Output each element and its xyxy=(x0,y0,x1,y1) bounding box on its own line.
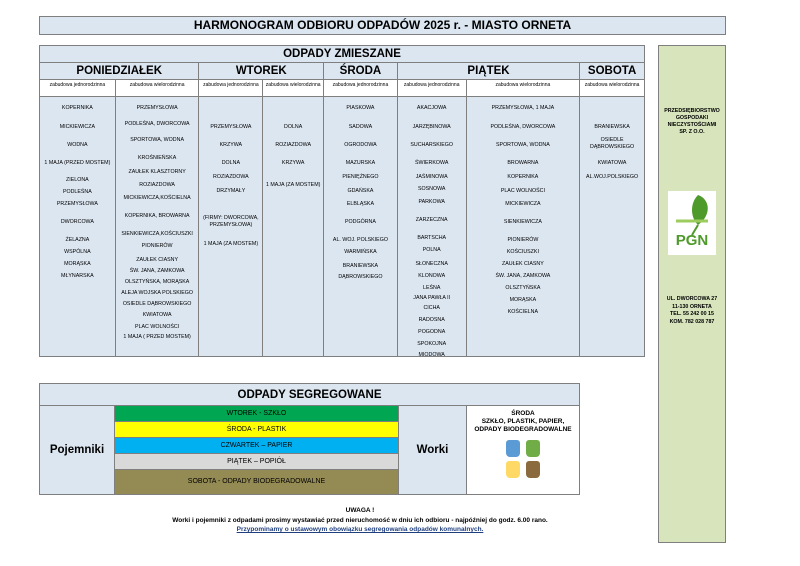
street-name: PODGÓRNA xyxy=(344,219,376,225)
street-name: AL. WOJ. POLSKIEGO xyxy=(332,237,388,243)
notice xyxy=(100,506,620,535)
street-name: OLSZTYŃSKA xyxy=(505,285,541,291)
segregated-header: ODPADY SEGREGOWANE xyxy=(40,384,579,406)
street-columns xyxy=(40,97,644,356)
band-paper: CZWARTEK – PAPIER xyxy=(115,438,398,454)
street-name: ZAUŁEK CIASNY xyxy=(501,261,544,267)
street-name: POGODNA xyxy=(418,329,446,335)
street-name: ELBLĄSKA xyxy=(346,201,374,207)
street-name: AL.WOJ.POLSKIEGO xyxy=(586,174,639,180)
street-name: POLNA xyxy=(422,247,441,253)
segregated-waste-table xyxy=(39,383,580,495)
street-name: PRZEMYSŁOWA, 1 MAJA xyxy=(491,105,555,111)
logo-text: PGN xyxy=(675,232,709,249)
street-name: DĄBROWSKIEGO xyxy=(338,274,383,280)
street-name: PIASKOWA xyxy=(346,105,375,111)
street-name: ROZIAZDOWA xyxy=(275,142,312,148)
street-name: OGRODOWA xyxy=(344,142,377,148)
day-monday: PONIEDZIAŁEK xyxy=(40,63,199,79)
street-name: PIENIĘŻNEGO xyxy=(342,174,379,180)
street-name: SIENKIEWICZA xyxy=(503,219,542,225)
street-name: KWIATOWA xyxy=(142,312,172,318)
street-name: SOSNOWA xyxy=(417,186,446,192)
street-name: MICKIEWICZA xyxy=(59,124,96,130)
container-schedule xyxy=(115,406,399,494)
street-column xyxy=(467,97,581,356)
street-name: 1 MAJA (ZA MOSTEM) xyxy=(203,241,259,247)
street-name: ŻELAZNA xyxy=(65,237,90,243)
brown-bag-icon xyxy=(526,461,540,478)
street-column xyxy=(199,97,263,356)
street-name: PLAC WOLNOŚCI xyxy=(135,324,180,330)
street-name: OSIEDLE DĄBROWSKIEGO xyxy=(590,137,635,150)
street-name: 1 MAJA ( PRZED MOSTEM) xyxy=(123,334,191,340)
street-name: KOPERNIKA xyxy=(507,174,539,180)
street-name: (FIRMY: DWORCOWA, PRZEMYSŁOWA) xyxy=(203,215,259,228)
street-name: BRANIEWSKA xyxy=(342,263,379,269)
street-name: PRZEMYSŁOWA xyxy=(56,201,98,207)
street-name: ZARZECZNA xyxy=(415,217,448,223)
street-name: WODNA xyxy=(67,142,88,148)
company-name-line: SP. Z O.O. xyxy=(679,129,705,135)
street-name: DRZYMAŁY xyxy=(216,188,246,194)
street-name: BRANIEWSKA xyxy=(594,124,630,130)
street-name: GDAŃSKA xyxy=(347,188,374,194)
street-name: ZAUŁEK KLASZTORNY xyxy=(128,169,186,175)
subheader: zabudowa jednorodzinna xyxy=(40,80,116,96)
street-name: PIONIERÓW xyxy=(141,243,173,249)
street-name: BROWARNA xyxy=(507,160,539,166)
blue-bag-icon xyxy=(506,440,520,457)
street-name: SIENKIEWICZA,KOŚCIUSZKI xyxy=(121,231,193,237)
street-name: KOŚCIUSZKI xyxy=(506,249,539,255)
mobile-line: KOM. 782 028 787 xyxy=(669,318,715,325)
street-name: DWORCOWA xyxy=(60,219,94,225)
notice-line: Worki i pojemniki z odpadami prosimy wystawiać przed nieruchomość w dniu ich odbioru - najpóźniej do godz. 6.00 rano. xyxy=(172,516,548,524)
street-column xyxy=(398,97,467,356)
street-name: OLSZTYŃSKA, MORĄSKA xyxy=(124,279,190,285)
street-name: WARMIŃSKA xyxy=(344,249,377,255)
day-saturday: SOBOTA xyxy=(587,65,637,77)
street-name: KWIATOWA xyxy=(597,160,627,166)
band-ash: PIĄTEK – POPIÓŁ xyxy=(115,454,398,470)
page-title: HARMONOGRAM ODBIORU ODPADÓW 2025 r. - MIASTO ORNETA xyxy=(39,16,726,35)
housing-type-row xyxy=(40,80,644,97)
street-name: PODLEŚNA xyxy=(62,189,92,195)
street-name: ŚW. JANA, ZAMKOWA xyxy=(495,273,551,279)
street-name: DOLNA xyxy=(221,160,240,166)
day-wednesday: ŚRODA xyxy=(324,63,398,79)
street-name: RADOSNA xyxy=(418,317,445,323)
street-name: KOŚCIELNA xyxy=(507,309,539,315)
company-logo xyxy=(668,191,716,255)
band-plastic: ŚRODA - PLASTIK xyxy=(115,422,398,438)
street-name: PODLEŚNA, DWORCOWA xyxy=(490,124,556,130)
street-name: KRZYWA xyxy=(219,142,243,148)
street-name: ŚWIERKOWA xyxy=(415,160,449,166)
street-name: KLONOWA xyxy=(418,273,446,279)
street-column xyxy=(40,97,116,356)
street-name: ROZIAZDOWA xyxy=(139,182,175,188)
bags-schedule xyxy=(467,406,579,494)
street-name: ZIELONA xyxy=(66,177,89,183)
notice-reminder: Przypominamy o ustawowym obowiązku segregowania odpadów komunalnych. xyxy=(236,526,484,533)
company-name-line: GOSPODAKI xyxy=(675,115,709,121)
phone-line: TEL. 55 242 00 15 xyxy=(670,311,714,317)
bags-line: SZKŁO, PLASTIK, PAPIER, xyxy=(481,418,565,425)
address-line: 11-130 ORNETA xyxy=(672,303,712,310)
bags-line: ŚRODA xyxy=(511,410,535,417)
street-name: ZAUŁEK CIASNY xyxy=(136,257,179,263)
street-name: MŁYNARSKA xyxy=(61,273,94,279)
subheader: zabudowa wielorodzinna xyxy=(263,80,324,96)
street-name: JAŚMINOWA xyxy=(415,174,448,180)
street-name: MORĄSKA xyxy=(509,297,537,303)
street-name: ALEJA WOJSKA POLSKIEGO xyxy=(121,290,194,296)
street-name: LEŚNA xyxy=(423,285,441,291)
street-name: SUCHARSKIEGO xyxy=(410,142,454,148)
mixed-waste-header: ODPADY ZMIESZANE xyxy=(40,46,644,63)
green-bag-icon xyxy=(526,440,540,457)
street-name: PLAC WOLNOŚCI xyxy=(500,188,545,194)
company-name-line: PRZEDSIĘBIORSTWO xyxy=(664,108,720,114)
street-name: KRZYWA xyxy=(281,160,305,166)
day-friday: PIĄTEK xyxy=(398,63,580,79)
company-panel xyxy=(658,45,726,543)
street-name: ROZIAZDOWA xyxy=(213,174,249,180)
street-name: CICHA xyxy=(423,305,440,311)
company-name xyxy=(659,108,725,136)
street-column xyxy=(324,97,398,356)
bags-label: Worki xyxy=(399,406,467,494)
street-name: MIODOWA xyxy=(418,352,445,358)
mixed-waste-table xyxy=(39,45,645,357)
street-name: JARZĘBINOWA xyxy=(412,124,451,130)
street-name: SPOKOJNA xyxy=(417,341,447,347)
subheader: zabudowa jednorodzinna xyxy=(398,80,467,96)
street-name: SŁONECZNA xyxy=(415,261,448,267)
street-name: KOPERNIKA xyxy=(61,105,93,111)
street-name: KROŚNIEŃSKA xyxy=(137,155,177,161)
street-name: SPORTOWA, WODNA xyxy=(496,142,550,148)
street-name: KOPERNIKA, BROWARNA xyxy=(124,213,190,219)
company-address xyxy=(659,296,725,326)
day-header-row xyxy=(40,63,644,80)
street-name: OSIEDLE DĄBROWSKIEGO xyxy=(122,301,192,307)
street-name: MORĄSKA xyxy=(64,261,91,267)
street-name: PRZEMYSŁOWA xyxy=(210,124,252,130)
street-name: ŚW. JANA, ZAMKOWA xyxy=(129,268,185,274)
street-column xyxy=(580,97,644,356)
notice-title: UWAGA ! xyxy=(345,507,375,514)
subheader: zabudowa wielorodzinna xyxy=(580,80,644,96)
band-glass: WTOREK - SZKŁO xyxy=(115,406,398,422)
subheader: zabudowa wielorodzinna xyxy=(116,80,200,96)
band-bio: SOBOTA - ODPADY BIODEGRADOWALNE xyxy=(115,470,398,494)
street-name: SADOWA xyxy=(348,124,373,130)
day-tuesday: WTOREK xyxy=(199,63,324,79)
subheader: zabudowa jednorodzinna xyxy=(324,80,398,96)
street-name: JANA PAWŁA II xyxy=(413,295,451,301)
street-name: MAZURSKA xyxy=(345,160,376,166)
street-name: PIONIERÓW xyxy=(507,237,539,243)
street-name: AKACJOWA xyxy=(416,105,447,111)
street-column xyxy=(263,97,324,356)
subheader: zabudowa wielorodzinna xyxy=(467,80,581,96)
street-name: 1 MAJA (ZA MOSTEM) xyxy=(265,182,321,188)
street-name: PARKOWA xyxy=(418,199,445,205)
containers-label: Pojemniki xyxy=(40,406,115,494)
street-name: MICKIEWICZA xyxy=(505,201,541,207)
street-name: PRZEMYSŁOWA xyxy=(136,105,178,111)
street-name: 1 MAJA (PRZED MOSTEM) xyxy=(44,160,111,166)
street-name: MICKIEWICZA,KOŚCIELNA xyxy=(123,195,191,201)
address-line: UL. DWORCOWA 27 xyxy=(666,296,718,302)
street-name: DOLNA xyxy=(284,124,303,130)
company-name-line: NIECZYSTOŚCIAMI xyxy=(667,122,717,128)
bags-line: ODPADY BIODEGRADOWALNE xyxy=(474,426,572,433)
street-name: WSPÓLNA xyxy=(64,249,91,255)
street-name: PODLEŚNA, DWORCOWA xyxy=(124,121,190,127)
street-column xyxy=(116,97,200,356)
subheader: zabudowa jednorodzinna xyxy=(199,80,263,96)
street-name: SPORTOWA, WODNA xyxy=(130,137,184,143)
yellow-bag-icon xyxy=(506,461,520,478)
street-name: BARTSCHA xyxy=(417,235,447,241)
